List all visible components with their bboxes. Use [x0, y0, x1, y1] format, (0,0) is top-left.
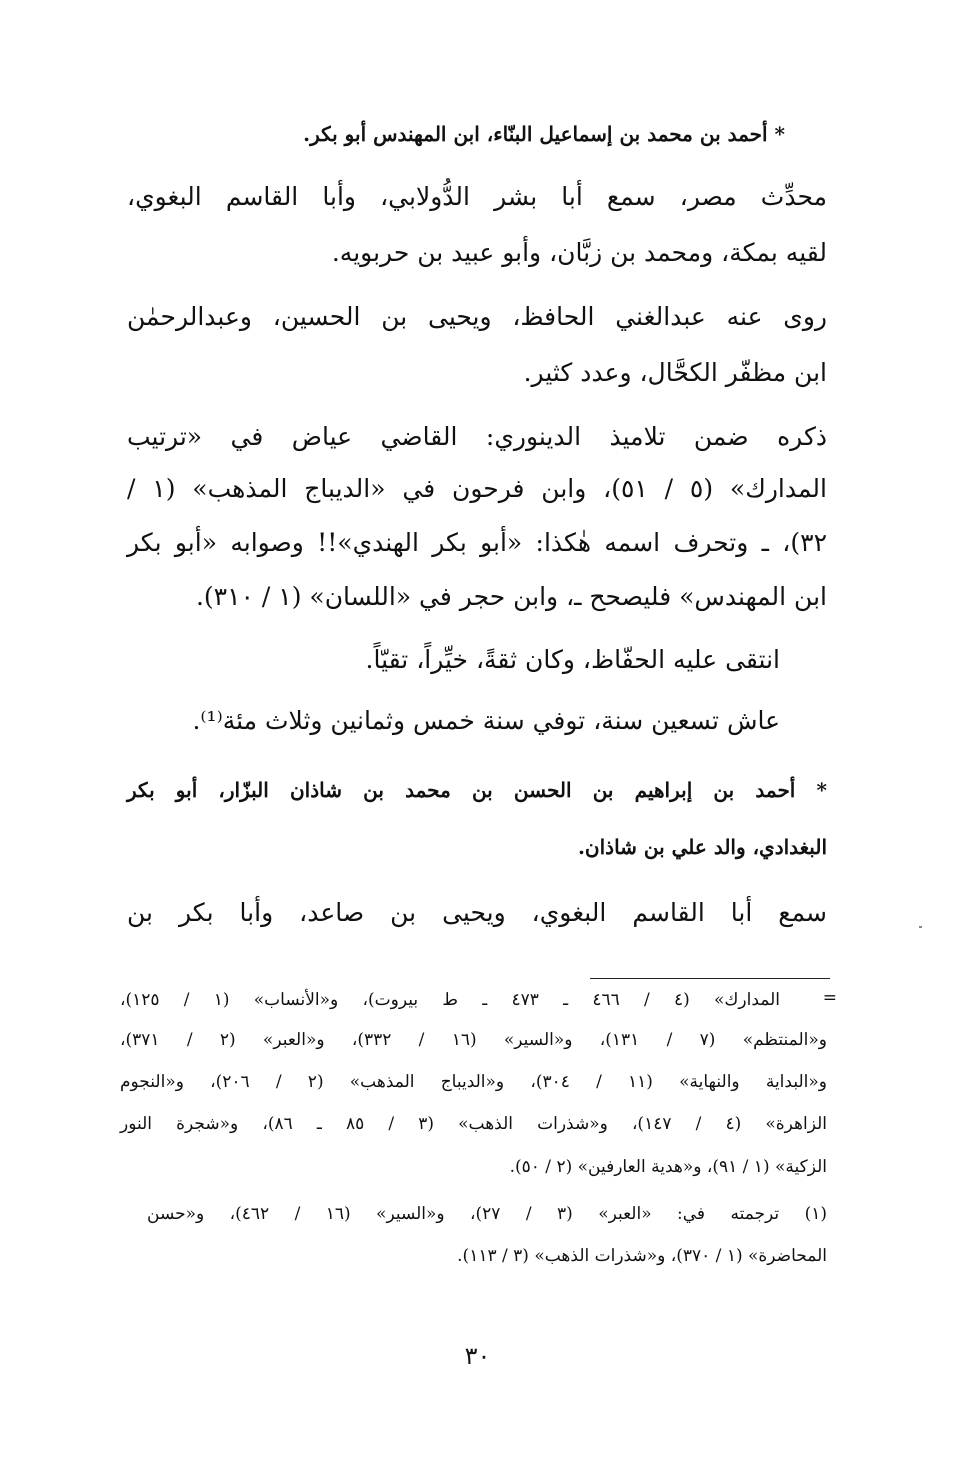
paragraph-line: لقيه بمكة، ومحمد بن زبَّان، وأبو عبيد بن حربويه. — [331, 238, 827, 267]
paragraph-line: المدارك» (٥ / ٥١)، وابن فرحون في «الديباج المذهب» (١ / — [127, 474, 827, 503]
footnote-1-line: (١) ترجمته في: «العبر» (٣ / ٢٧)، و«السير» (١٦ / ٤٦٢)، و«حسن — [147, 1204, 827, 1224]
footnote-1-line: المحاضرة» (١ / ٣٧٠)، و«شذرات الذهب» (٣ / ١١٣). — [457, 1246, 827, 1266]
page-number: ٣٠ — [464, 1342, 491, 1370]
paragraph-line: عاش تسعين سنة، توفي سنة خمس وثمانين وثلاث مئة⁽¹⁾. — [192, 706, 780, 735]
paragraph-line: محدِّث مصر، سمع أبا بشر الدُّولابي، وأبا القاسم البغوي، — [127, 182, 827, 211]
entry-heading: * أحمد بن إبراهيم بن الحسن بن محمد بن شاذان البزّار، أبو بكر — [127, 778, 827, 802]
footnote-line: الزكية» (١ / ٩١)، و«هدية العارفين» (٢ / ٥٠). — [509, 1157, 827, 1177]
footnote-separator — [590, 978, 830, 979]
footnote-continuation-mark: = — [822, 988, 837, 1008]
footnote-line: و«المنتظم» (٧ / ١٣١)، و«السير» (١٦ / ٣٣٢)، و«العبر» (٢ / ٣٧١)، — [120, 1030, 827, 1050]
paragraph-line: ذكره ضمن تلاميذ الدينوري: القاضي عياض في «ترتيب — [127, 422, 827, 451]
paragraph-line: روى عنه عبدالغني الحافظ، ويحيى بن الحسين، وعبدالرحمٰن — [127, 302, 827, 331]
footnote-line: الزاهرة» (٤ / ١٤٧)، و«شذرات الذهب» (٣ / ٨٥ ـ ٨٦)، و«شجرة النور — [120, 1114, 827, 1134]
entry-heading: * أحمد بن محمد بن إسماعيل البنّاء، ابن المهندس أبو بكر. — [303, 122, 785, 146]
paragraph-line: انتقى عليه الحفّاظ، وكان ثقةً، خيِّراً، تقيّاً. — [365, 645, 780, 674]
footnote-line: المدارك» (٤ / ٤٦٦ ـ ٤٧٣ ـ ط بيروت)، و«الأنساب» (١ / ١٢٥)، — [120, 990, 780, 1010]
paragraph-line: ابن مظفّر الكحَّال، وعدد كثير. — [523, 358, 827, 387]
edge-mark — [919, 926, 922, 928]
footnote-line: و«البداية والنهاية» (١١ / ٣٠٤)، و«الديباج المذهب» (٢ / ٢٠٦)، و«النجوم — [120, 1072, 827, 1092]
paragraph-line: ٣٢)، ـ وتحرف اسمه هٰكذا: «أبو بكر الهندي»!! وصوابه «أبو بكر — [127, 528, 827, 557]
paragraph-line: ابن المهندس» فليصحح ـ، وابن حجر في «اللسان» (١ / ٣١٠). — [195, 582, 827, 611]
paragraph-line: سمع أبا القاسم البغوي، ويحيى بن صاعد، وأبا بكر بن — [127, 898, 827, 927]
entry-heading: البغدادي، والد علي بن شاذان. — [577, 835, 827, 859]
